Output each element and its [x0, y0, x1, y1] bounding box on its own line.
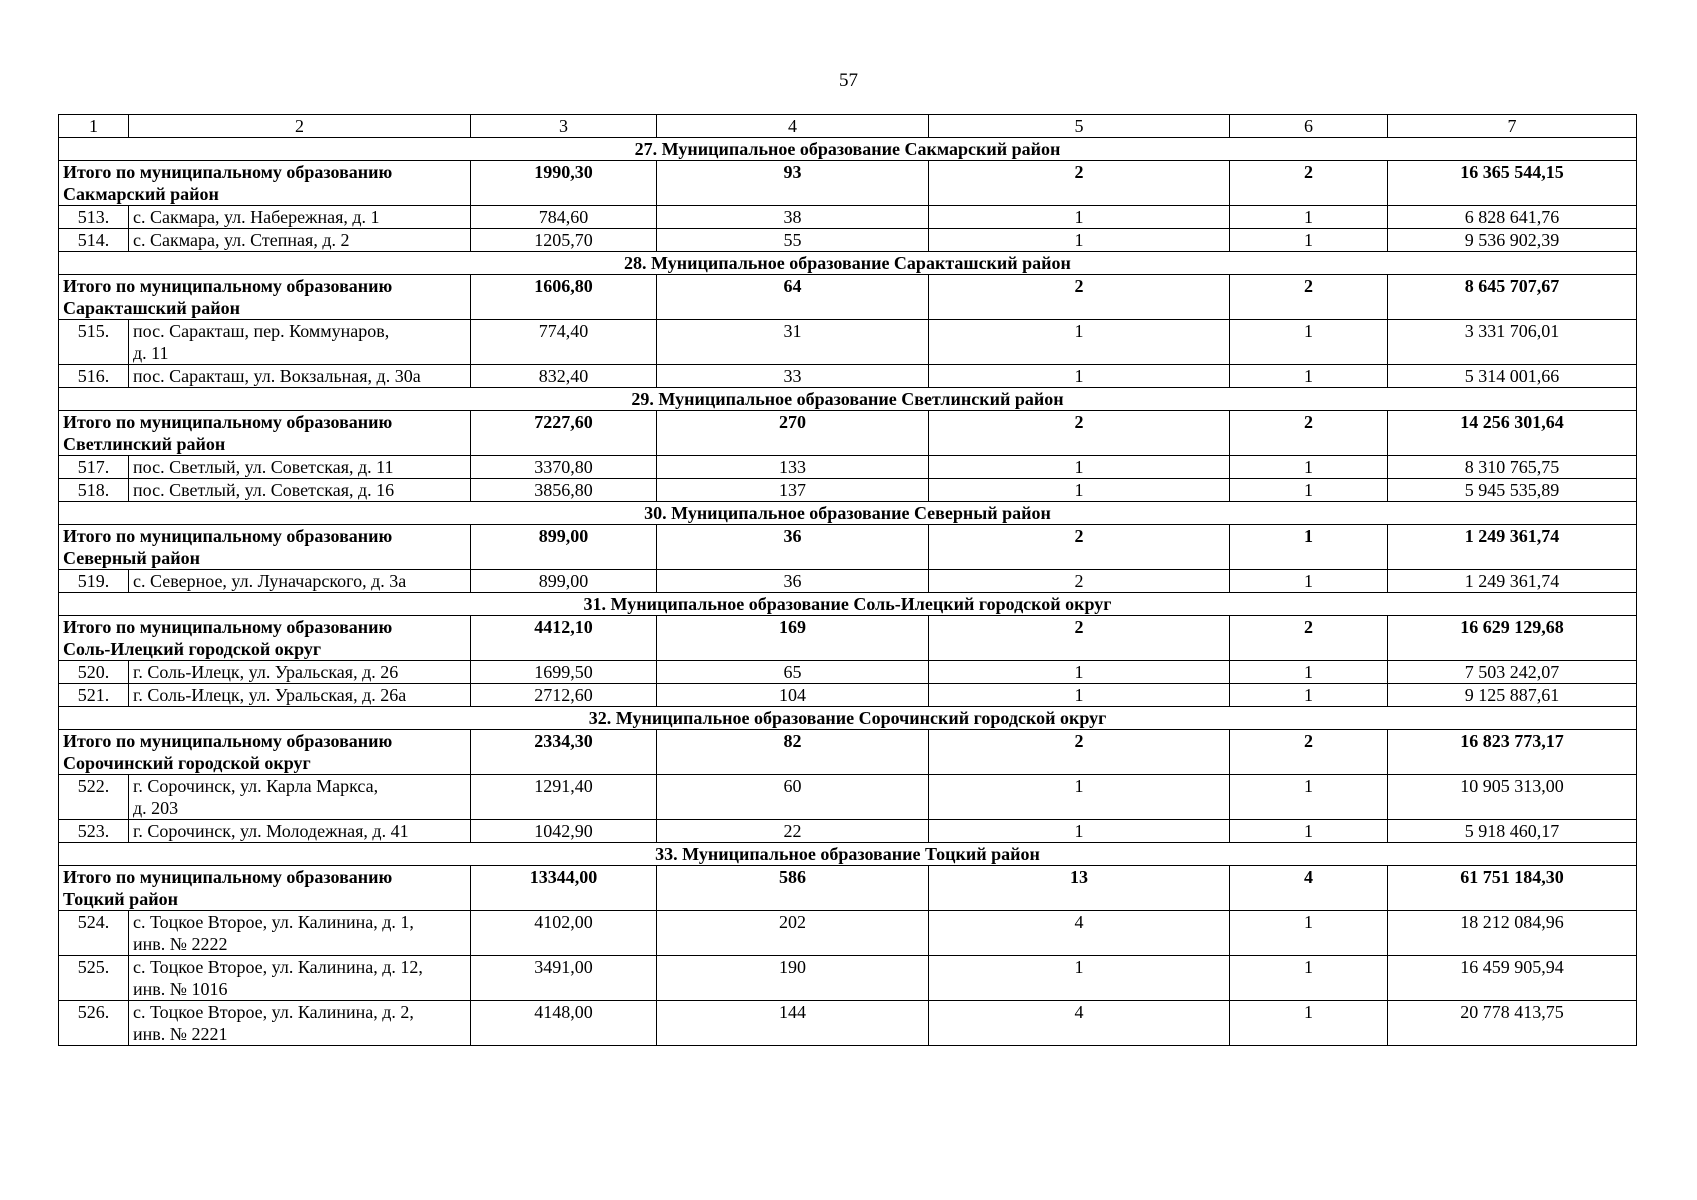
address	[129, 1001, 471, 1046]
table-row	[59, 956, 1637, 1001]
address	[129, 684, 471, 707]
address	[129, 775, 471, 820]
total-value-c6: 2	[1230, 616, 1388, 661]
total-value-c6: 1	[1230, 525, 1388, 570]
total-label-line1: Итого по муниципальному образованию	[63, 731, 393, 751]
section-heading-row	[59, 502, 1637, 525]
column-number: 5	[929, 115, 1230, 138]
section-heading-row	[59, 388, 1637, 411]
section-heading-row	[59, 252, 1637, 275]
total-value-c5: 2	[929, 411, 1230, 456]
value-c6: 1	[1230, 456, 1388, 479]
total-label	[59, 161, 471, 206]
address	[129, 365, 471, 388]
address-line2: инв. № 1016	[133, 979, 228, 999]
address	[129, 661, 471, 684]
total-value-c3: 7227,60	[471, 411, 657, 456]
value-c7: 9 536 902,39	[1388, 229, 1637, 252]
section-title: 32. Муниципальное образование Сорочинский городской округ	[59, 707, 1637, 730]
address-line1: с. Сакмара, ул. Набережная, д. 1	[133, 207, 380, 227]
total-label-line2: Тоцкий район	[63, 889, 178, 909]
total-value-c3: 899,00	[471, 525, 657, 570]
column-number: 7	[1388, 115, 1637, 138]
value-c7: 3 331 706,01	[1388, 320, 1637, 365]
total-label-line2: Сакмарский район	[63, 184, 219, 204]
column-number-row	[59, 115, 1637, 138]
total-value-c5: 2	[929, 525, 1230, 570]
row-number: 524.	[59, 911, 129, 956]
total-value-c5: 13	[929, 866, 1230, 911]
value-c7: 5 945 535,89	[1388, 479, 1637, 502]
table-row	[59, 570, 1637, 593]
total-label	[59, 411, 471, 456]
value-c4: 31	[657, 320, 929, 365]
column-number: 4	[657, 115, 929, 138]
data-table	[58, 114, 1637, 1046]
value-c5: 1	[929, 820, 1230, 843]
section-heading-row	[59, 138, 1637, 161]
value-c3: 1699,50	[471, 661, 657, 684]
value-c7: 9 125 887,61	[1388, 684, 1637, 707]
column-number: 6	[1230, 115, 1388, 138]
value-c7: 7 503 242,07	[1388, 661, 1637, 684]
value-c4: 65	[657, 661, 929, 684]
total-row	[59, 161, 1637, 206]
value-c3: 2712,60	[471, 684, 657, 707]
address-line2: д. 11	[133, 343, 169, 363]
address	[129, 820, 471, 843]
value-c6: 1	[1230, 570, 1388, 593]
address-line2: инв. № 2222	[133, 934, 228, 954]
value-c4: 38	[657, 206, 929, 229]
total-value-c6: 2	[1230, 161, 1388, 206]
value-c5: 1	[929, 479, 1230, 502]
total-value-c6: 2	[1230, 411, 1388, 456]
total-label-line2: Северный район	[63, 548, 200, 568]
total-label-line1: Итого по муниципальному образованию	[63, 617, 393, 637]
total-label-line1: Итого по муниципальному образованию	[63, 867, 393, 887]
section-title: 30. Муниципальное образование Северный район	[59, 502, 1637, 525]
column-number: 2	[129, 115, 471, 138]
table-row	[59, 320, 1637, 365]
row-number: 522.	[59, 775, 129, 820]
value-c4: 55	[657, 229, 929, 252]
table-row	[59, 206, 1637, 229]
value-c6: 1	[1230, 661, 1388, 684]
total-value-c7: 16 823 773,17	[1388, 730, 1637, 775]
table-row	[59, 1001, 1637, 1046]
row-number: 513.	[59, 206, 129, 229]
total-label	[59, 525, 471, 570]
address	[129, 570, 471, 593]
value-c4: 104	[657, 684, 929, 707]
value-c4: 36	[657, 570, 929, 593]
value-c3: 4148,00	[471, 1001, 657, 1046]
value-c4: 22	[657, 820, 929, 843]
row-number: 526.	[59, 1001, 129, 1046]
total-value-c6: 4	[1230, 866, 1388, 911]
section-title: 33. Муниципальное образование Тоцкий район	[59, 843, 1637, 866]
total-value-c6: 2	[1230, 730, 1388, 775]
row-number: 523.	[59, 820, 129, 843]
total-row	[59, 275, 1637, 320]
value-c5: 1	[929, 684, 1230, 707]
address-line1: с. Тоцкое Второе, ул. Калинина, д. 1,	[133, 912, 414, 932]
total-value-c4: 36	[657, 525, 929, 570]
total-value-c3: 1606,80	[471, 275, 657, 320]
value-c3: 784,60	[471, 206, 657, 229]
value-c6: 1	[1230, 479, 1388, 502]
address-line1: пос. Светлый, ул. Советская, д. 16	[133, 480, 395, 500]
total-value-c4: 586	[657, 866, 929, 911]
value-c4: 137	[657, 479, 929, 502]
table-row	[59, 479, 1637, 502]
address-line1: пос. Саракташ, пер. Коммунаров,	[133, 321, 390, 341]
total-label-line2: Сорочинский городской округ	[63, 753, 311, 773]
table-row	[59, 456, 1637, 479]
address	[129, 320, 471, 365]
section-heading-row	[59, 843, 1637, 866]
value-c4: 202	[657, 911, 929, 956]
address	[129, 956, 471, 1001]
value-c3: 899,00	[471, 570, 657, 593]
column-number: 3	[471, 115, 657, 138]
address	[129, 229, 471, 252]
value-c6: 1	[1230, 206, 1388, 229]
address-line1: г. Сорочинск, ул. Карла Маркса,	[133, 776, 379, 796]
value-c5: 4	[929, 1001, 1230, 1046]
address-line1: г. Соль-Илецк, ул. Уральская, д. 26	[133, 662, 399, 682]
value-c4: 144	[657, 1001, 929, 1046]
value-c7: 18 212 084,96	[1388, 911, 1637, 956]
total-label	[59, 616, 471, 661]
total-row	[59, 411, 1637, 456]
total-value-c5: 2	[929, 161, 1230, 206]
row-number: 517.	[59, 456, 129, 479]
total-label-line2: Светлинский район	[63, 434, 226, 454]
total-value-c3: 2334,30	[471, 730, 657, 775]
section-title: 28. Муниципальное образование Саракташский район	[59, 252, 1637, 275]
address	[129, 911, 471, 956]
value-c5: 2	[929, 570, 1230, 593]
value-c5: 4	[929, 911, 1230, 956]
total-value-c7: 16 365 544,15	[1388, 161, 1637, 206]
row-number: 520.	[59, 661, 129, 684]
value-c7: 10 905 313,00	[1388, 775, 1637, 820]
value-c3: 3491,00	[471, 956, 657, 1001]
value-c6: 1	[1230, 320, 1388, 365]
value-c6: 1	[1230, 775, 1388, 820]
value-c3: 4102,00	[471, 911, 657, 956]
total-label-line2: Соль-Илецкий городской округ	[63, 639, 322, 659]
address	[129, 456, 471, 479]
value-c6: 1	[1230, 1001, 1388, 1046]
total-label-line1: Итого по муниципальному образованию	[63, 526, 393, 546]
total-value-c4: 270	[657, 411, 929, 456]
value-c5: 1	[929, 775, 1230, 820]
value-c5: 1	[929, 206, 1230, 229]
section-heading-row	[59, 593, 1637, 616]
address-line1: с. Северное, ул. Луначарского, д. 3а	[133, 571, 407, 591]
value-c4: 190	[657, 956, 929, 1001]
value-c4: 60	[657, 775, 929, 820]
row-number: 525.	[59, 956, 129, 1001]
section-title: 27. Муниципальное образование Сакмарский район	[59, 138, 1637, 161]
value-c6: 1	[1230, 911, 1388, 956]
value-c5: 1	[929, 956, 1230, 1001]
total-value-c4: 64	[657, 275, 929, 320]
value-c4: 33	[657, 365, 929, 388]
page-number: 57	[839, 70, 858, 91]
table-row	[59, 911, 1637, 956]
table-row	[59, 229, 1637, 252]
address-line1: пос. Саракташ, ул. Вокзальная, д. 30а	[133, 366, 421, 386]
table-row	[59, 661, 1637, 684]
row-number: 519.	[59, 570, 129, 593]
value-c5: 1	[929, 320, 1230, 365]
value-c3: 3856,80	[471, 479, 657, 502]
total-value-c3: 13344,00	[471, 866, 657, 911]
address-line1: с. Тоцкое Второе, ул. Калинина, д. 2,	[133, 1002, 414, 1022]
total-value-c7: 16 629 129,68	[1388, 616, 1637, 661]
total-row	[59, 616, 1637, 661]
total-value-c3: 4412,10	[471, 616, 657, 661]
total-value-c5: 2	[929, 730, 1230, 775]
address-line1: с. Сакмара, ул. Степная, д. 2	[133, 230, 350, 250]
total-value-c4: 82	[657, 730, 929, 775]
total-value-c4: 169	[657, 616, 929, 661]
value-c6: 1	[1230, 229, 1388, 252]
value-c7: 5 314 001,66	[1388, 365, 1637, 388]
total-value-c7: 1 249 361,74	[1388, 525, 1637, 570]
total-value-c5: 2	[929, 616, 1230, 661]
address-line1: с. Тоцкое Второе, ул. Калинина, д. 12,	[133, 957, 423, 977]
row-number: 518.	[59, 479, 129, 502]
value-c3: 3370,80	[471, 456, 657, 479]
table-row	[59, 365, 1637, 388]
total-value-c3: 1990,30	[471, 161, 657, 206]
total-label	[59, 275, 471, 320]
total-value-c7: 8 645 707,67	[1388, 275, 1637, 320]
section-title: 31. Муниципальное образование Соль-Илецкий городской округ	[59, 593, 1637, 616]
total-value-c5: 2	[929, 275, 1230, 320]
section-heading-row	[59, 707, 1637, 730]
address-line1: г. Соль-Илецк, ул. Уральская, д. 26а	[133, 685, 407, 705]
address-line2: д. 203	[133, 798, 179, 818]
value-c7: 16 459 905,94	[1388, 956, 1637, 1001]
address	[129, 479, 471, 502]
row-number: 516.	[59, 365, 129, 388]
row-number: 521.	[59, 684, 129, 707]
table-row	[59, 775, 1637, 820]
value-c3: 1042,90	[471, 820, 657, 843]
value-c3: 1291,40	[471, 775, 657, 820]
value-c5: 1	[929, 456, 1230, 479]
total-value-c6: 2	[1230, 275, 1388, 320]
section-title: 29. Муниципальное образование Светлинский район	[59, 388, 1637, 411]
total-label	[59, 730, 471, 775]
row-number: 515.	[59, 320, 129, 365]
value-c6: 1	[1230, 365, 1388, 388]
total-value-c7: 61 751 184,30	[1388, 866, 1637, 911]
value-c7: 6 828 641,76	[1388, 206, 1637, 229]
total-label	[59, 866, 471, 911]
row-number: 514.	[59, 229, 129, 252]
address-line1: пос. Светлый, ул. Советская, д. 11	[133, 457, 394, 477]
table-row	[59, 684, 1637, 707]
total-label-line2: Саракташский район	[63, 298, 240, 318]
address-line2: инв. № 2221	[133, 1024, 228, 1044]
total-row	[59, 866, 1637, 911]
value-c3: 832,40	[471, 365, 657, 388]
total-value-c7: 14 256 301,64	[1388, 411, 1637, 456]
total-row	[59, 525, 1637, 570]
column-number: 1	[59, 115, 129, 138]
value-c7: 1 249 361,74	[1388, 570, 1637, 593]
value-c5: 1	[929, 229, 1230, 252]
value-c5: 1	[929, 661, 1230, 684]
address-line1: г. Сорочинск, ул. Молодежная, д. 41	[133, 821, 409, 841]
total-value-c4: 93	[657, 161, 929, 206]
value-c6: 1	[1230, 820, 1388, 843]
value-c7: 8 310 765,75	[1388, 456, 1637, 479]
total-label-line1: Итого по муниципальному образованию	[63, 276, 393, 296]
table-row	[59, 820, 1637, 843]
value-c3: 1205,70	[471, 229, 657, 252]
value-c6: 1	[1230, 956, 1388, 1001]
value-c6: 1	[1230, 684, 1388, 707]
value-c5: 1	[929, 365, 1230, 388]
total-row	[59, 730, 1637, 775]
value-c7: 20 778 413,75	[1388, 1001, 1637, 1046]
address	[129, 206, 471, 229]
value-c4: 133	[657, 456, 929, 479]
value-c7: 5 918 460,17	[1388, 820, 1637, 843]
value-c3: 774,40	[471, 320, 657, 365]
total-label-line1: Итого по муниципальному образованию	[63, 412, 393, 432]
total-label-line1: Итого по муниципальному образованию	[63, 162, 393, 182]
